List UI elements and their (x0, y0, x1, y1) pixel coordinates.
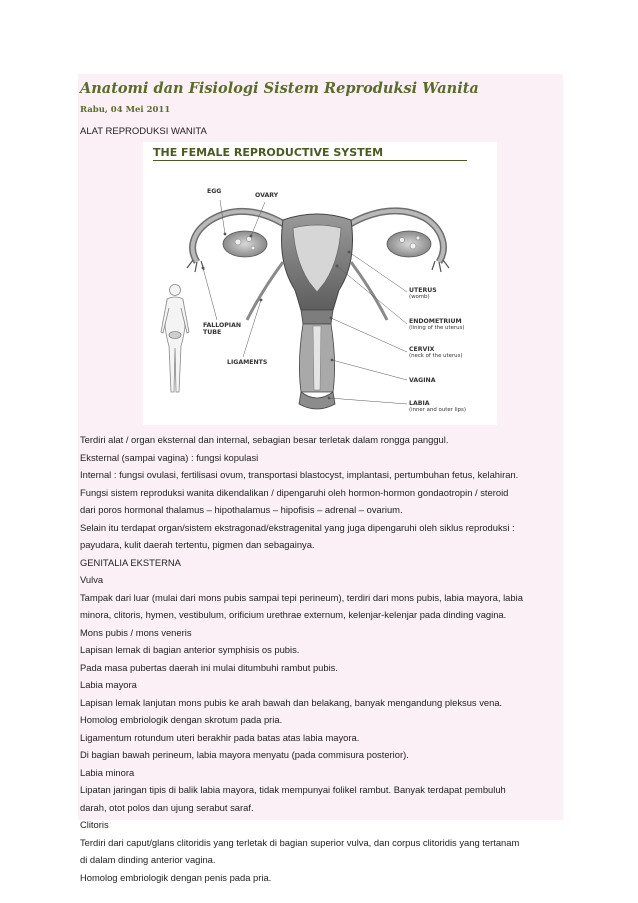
reproductive-system-figure (143, 142, 497, 425)
body-line: Lipatan jaringan tipis di balik labia mayora, tidak mempunyai folikel rambut. Banyak terdapat pembuluh (80, 784, 506, 795)
label-egg: EGG (207, 188, 222, 195)
post-date: Rabu, 04 Mei 2011 (80, 105, 171, 115)
left-ovary (223, 231, 267, 257)
body-line: dari poros hormonal thalamus – hipothalamus – hipofisis – adrenal – ovarium. (80, 504, 403, 515)
cervix (301, 310, 333, 324)
body-line: Fungsi sistem reproduksi wanita dikendalikan / dipengaruhi oleh hormon-hormon gondaotropin / steroid (80, 486, 509, 498)
subheading-labia-minora: Labia minora (80, 766, 135, 778)
right-ovary (387, 231, 431, 257)
label-cervix: CERVIX (neck of the uterus) (409, 346, 463, 359)
body-line: di dalam dinding anterior vagina. (80, 854, 216, 865)
human-silhouette (161, 285, 189, 393)
body-line: Pada masa pubertas daerah ini mulai ditumbuhi rambut pubis. (80, 661, 338, 673)
label-endometrium: ENDOMETRIUM (lining of the uterus) (409, 318, 465, 331)
post-title[interactable]: Anatomi dan Fisiologi Sistem Reproduksi Wanita (80, 80, 479, 97)
body-line: Terdiri alat / organ eksternal dan internal, sebagian besar terletak dalam rongga panggul. (80, 434, 449, 445)
subheading-labia-mayora: Labia mayora (80, 679, 137, 690)
labia (299, 392, 335, 409)
subheading-vulva: Vulva (80, 574, 104, 585)
body-line: Ligamentum rotundum uteri berakhir pada batas atas labia mayora. (80, 731, 360, 743)
label-vagina: VAGINA (409, 377, 436, 384)
anatomy-illustration (143, 142, 497, 425)
body-line: minora, clitoris, hymen, vestibulum, orificium urethrae externum, kelenjar-kelenjar pada dinding vagina. (80, 609, 507, 620)
label-ligaments: LIGAMENTS (227, 359, 268, 366)
section-heading: ALAT REPRODUKSI WANITA (80, 126, 207, 137)
body-line: Terdiri dari caput/glans clitoridis yang terletak di bagian superior vulva, dan corpus clitoridis yang tertanam (80, 836, 520, 848)
label-uterus: UTERUS (womb) (409, 287, 437, 300)
body-line: Tampak dari luar (mulai dari mons pubis sampai tepi perineum), terdiri dari mons pubis, labia mayora, labia (80, 591, 523, 603)
label-fallopian-tube: FALLOPIAN TUBE (203, 322, 242, 336)
subheading-mons-pubis: Mons pubis / mons veneris (80, 626, 192, 638)
body-line: Homolog embriologik dengan penis pada pria. (80, 871, 272, 883)
body-line: darah, otot polos dan ujung serabut saraf. (80, 801, 254, 813)
label-ovary: OVARY (255, 192, 279, 199)
subheading-clitoris: Clitoris (80, 819, 109, 830)
subheading-genitalia-eksterna: GENITALIA EKSTERNA (80, 556, 181, 568)
article-body (80, 431, 564, 886)
body-line: Internal : fungsi ovulasi, fertilisasi ovum, transportasi blastocyst, implantasi, pertumbuhan fetus, kelahiran. (80, 469, 519, 480)
figure-title-rule (153, 160, 467, 161)
body-line: payudara, kulit daerah tertentu, pigmen dan sebagainya. (80, 539, 315, 550)
body-line: Di bagian bawah perineum, labia mayora menyatu (pada commisura posterior). (80, 749, 409, 760)
body-line: Eksternal (sampai vagina) : fungsi kopulasi (80, 451, 259, 463)
body-line: Lapisan lemak di bagian anterior symphisis os pubis. (80, 644, 300, 655)
body-line: Lapisan lemak lanjutan mons pubis ke arah bawah dan belakang, banyak mengandung pleksus vena. (80, 696, 503, 708)
label-labia: LABIA (inner and outer lips) (409, 400, 466, 413)
body-line: Selain itu terdapat organ/sistem ekstragonad/ekstragenital yang juga dipengaruhi oleh siklus reproduksi : (80, 521, 515, 533)
figure-title: THE FEMALE REPRODUCTIVE SYSTEM (153, 146, 384, 159)
body-line: Homolog embriologik dengan skrotum pada pria. (80, 714, 283, 725)
